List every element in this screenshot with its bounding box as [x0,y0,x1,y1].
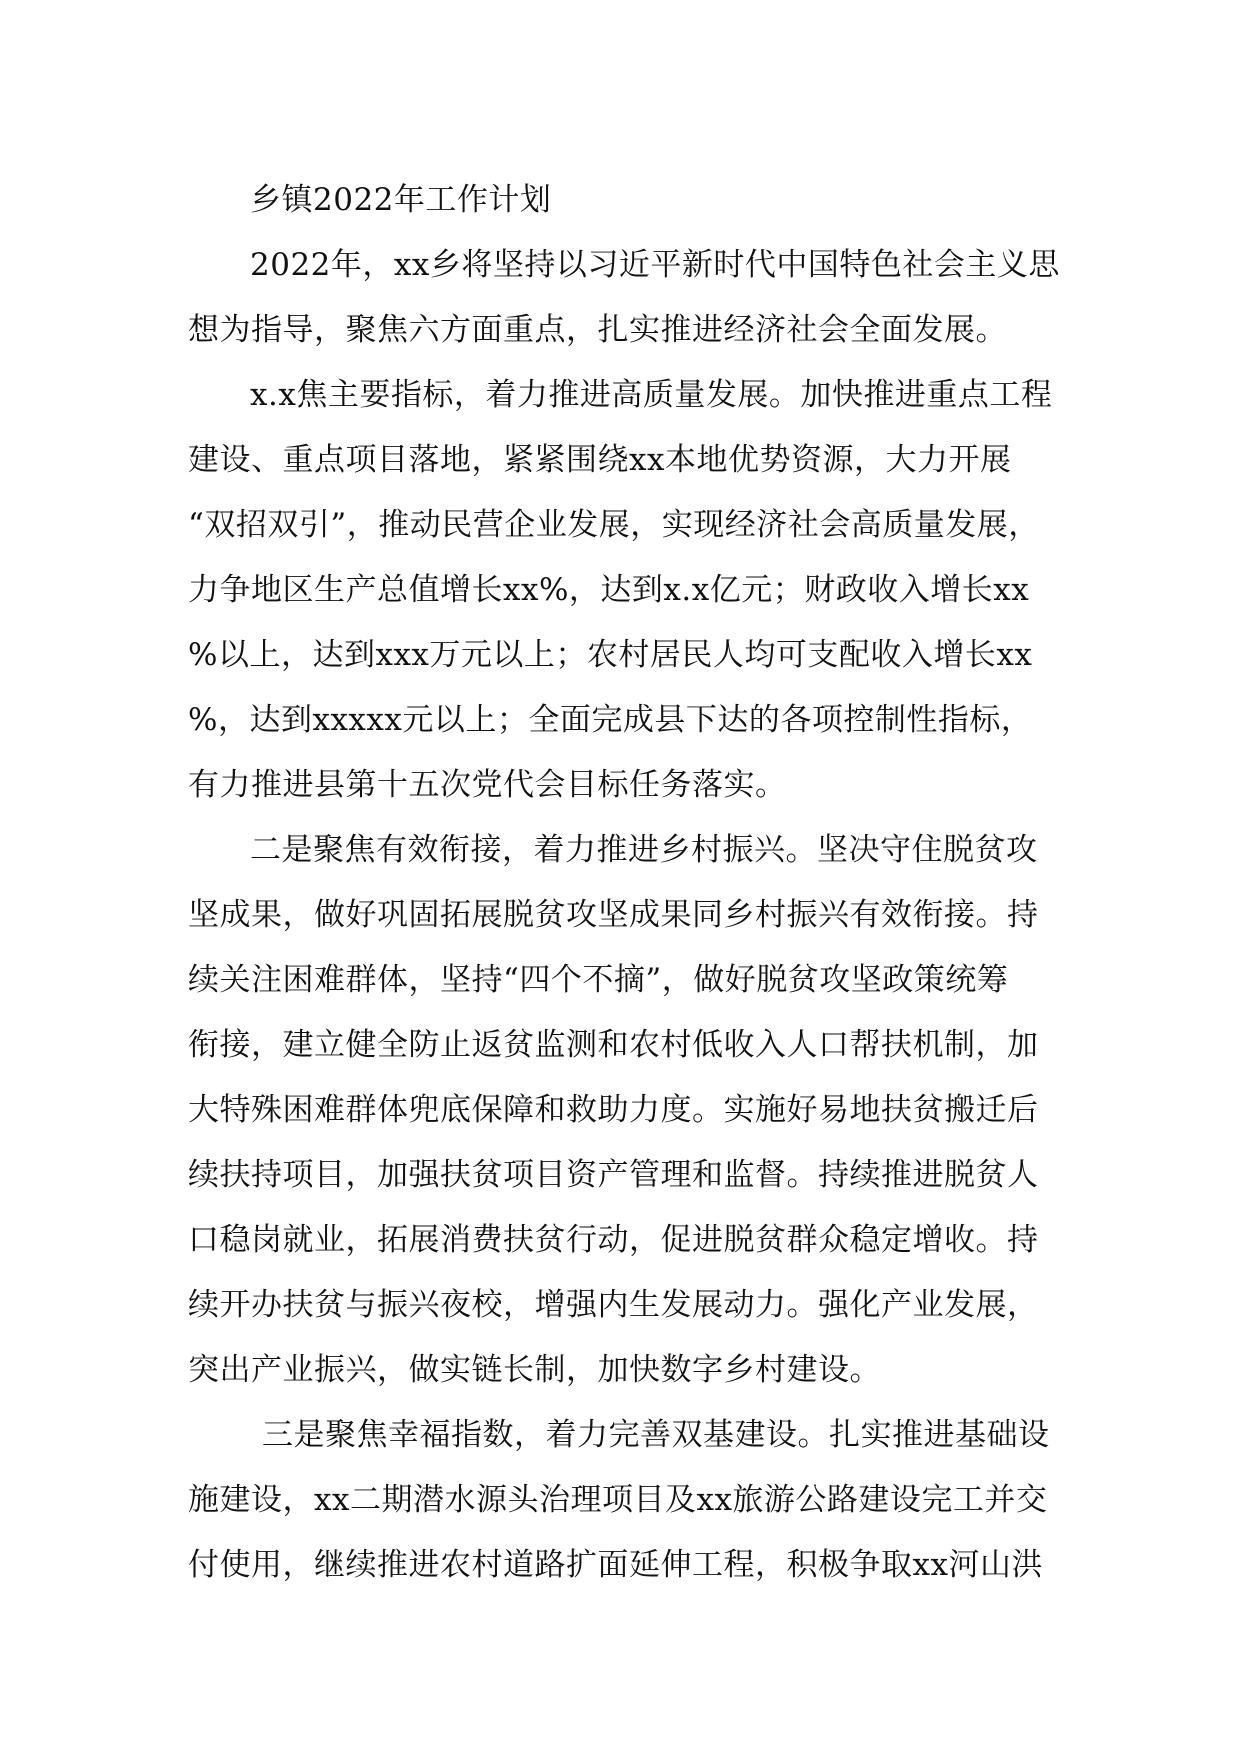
text-line: %以上，达到xxx万元以上；农村居民人均可支配收入增长xx [188,637,1033,673]
paragraph-rural-revitalization [188,818,1056,1403]
text-line: 口稳岗就业，拓展消费扶贫行动，促进脱贫群众稳定增收。持 [188,1222,1039,1258]
text-line: x.x焦主要指标，着力推进高质量发展。加快推进重点工程 [250,377,1053,413]
text-line: 付使用，继续推进农村道路扩面延伸工程，积极争取xx河山洪 [188,1547,1043,1583]
text-line: 施建设，xx二期潜水源头治理项目及xx旅游公路建设完工并交 [188,1482,1048,1518]
text-line: 突出产业振兴，做实链长制，加快数字乡村建设。 [188,1352,881,1388]
paragraph-intro [188,233,1060,363]
text-line: 续扶持项目，加强扶贫项目资产管理和监督。持续推进脱贫人 [188,1157,1039,1193]
text-line: 三是聚焦幸福指数，着力完善双基建设。扎实推进基础设 [262,1417,1050,1453]
paragraph-infrastructure [188,1403,1056,1598]
document-body [188,168,1060,1598]
text-line: 续关注困难群体，坚持“四个不摘”，做好脱贫攻坚政策统筹 [188,962,1009,998]
text-line: 想为指导，聚焦六方面重点，扎实推进经济社会全面发展。 [188,312,1007,348]
text-line: 续开办扶贫与振兴夜校，增强内生发展动力。强化产业发展， [188,1287,1039,1323]
text-line: 力争地区生产总值增长xx%，达到x.x亿元；财政收入增长xx [188,572,1030,608]
text-line: 二是聚焦有效衔接，着力推进乡村振兴。坚决守住脱贫攻 [250,832,1038,868]
text-line: 坚成果，做好巩固拓展脱贫攻坚成果同乡村振兴有效衔接。持 [188,897,1039,933]
text-line: 2022年，xx乡将坚持以习近平新时代中国特色社会主义思 [250,247,1060,283]
text-line: “双招双引”，推动民营企业发展，实现经济社会高质量发展， [188,507,1040,543]
text-line: 衔接，建立健全防止返贫监测和农村低收入人口帮扶机制，加 [188,1027,1039,1063]
document-title: 乡镇2022年工作计划 [250,182,552,218]
paragraph-main-indicators [188,363,1056,818]
text-line: 大特殊困难群体兜底保障和救助力度。实施好易地扶贫搬迁后 [188,1092,1039,1128]
text-line: %，达到xxxxx元以上；全面完成县下达的各项控制性指标， [188,702,1033,738]
text-line: 有力推进县第十五次党代会目标任务落实。 [188,767,787,803]
text-line: 建设、重点项目落地，紧紧围绕xx本地优势资源，大力开展 [188,442,1012,478]
